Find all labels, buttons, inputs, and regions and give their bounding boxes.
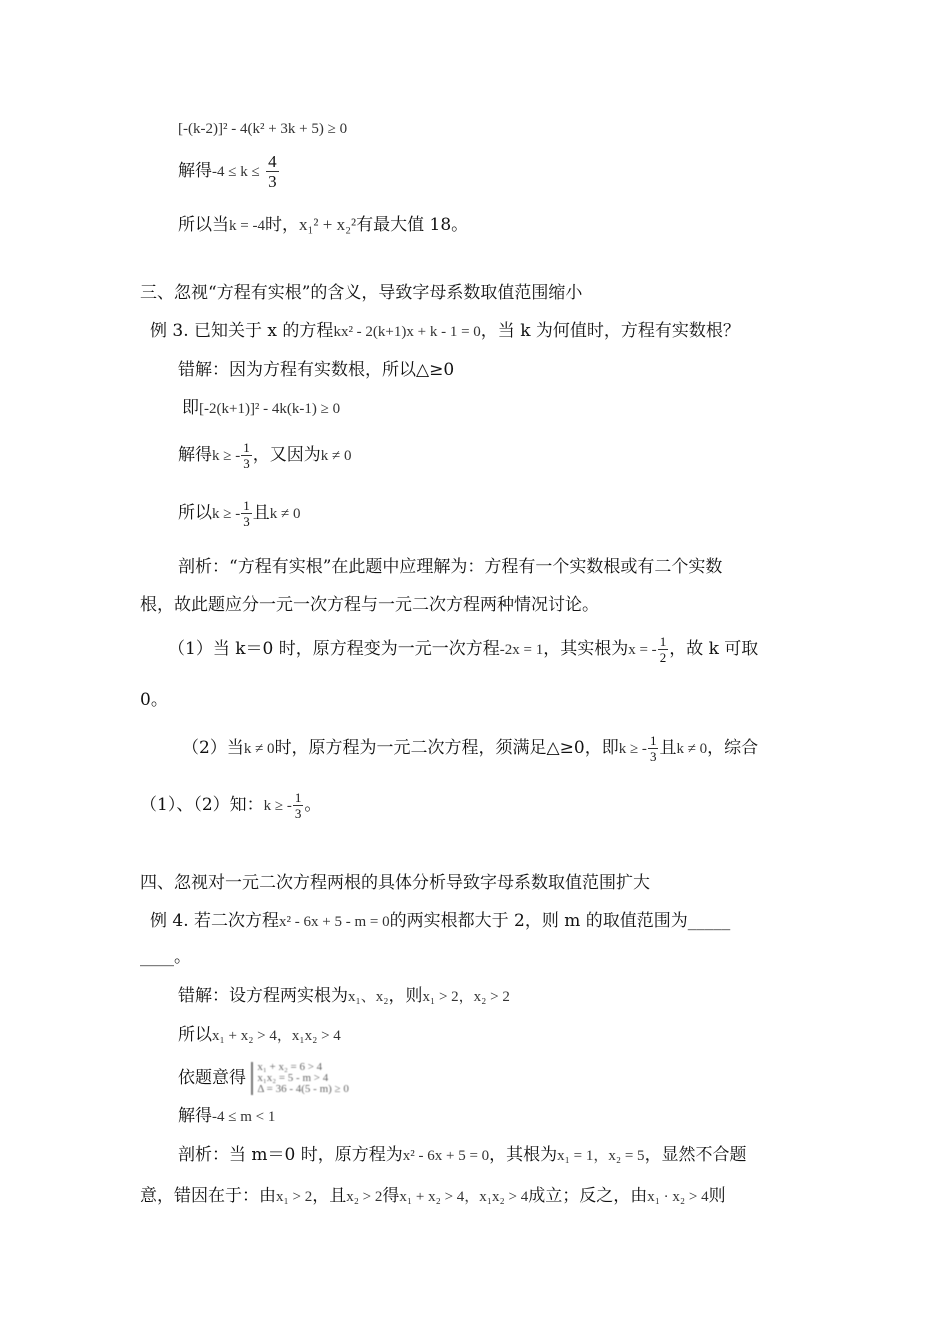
example-4-equation: x² - 6x + 5 - m = 0: [279, 914, 390, 930]
case-1-equation: -2x = 1: [499, 642, 544, 658]
analysis-4b-and: ，且: [312, 1186, 347, 1206]
case-2-text: 时，原方程为一元二次方程，须满足△≥0，即: [274, 738, 619, 758]
fraction-one-third: [293, 790, 304, 821]
k-not-zero: k ≠ 0: [676, 741, 708, 757]
fraction-denominator: 3: [243, 456, 250, 471]
fraction-denominator: 3: [243, 514, 250, 529]
analysis-4b-text: 意，错因在于：由: [140, 1186, 276, 1206]
fraction-one-third: [241, 498, 252, 529]
solution-a-prefix: 解得: [178, 445, 212, 465]
wrong-solution-4-line-4: [178, 1101, 275, 1126]
wrong-4-mid: ，则: [388, 986, 423, 1006]
fraction-numerator: 1: [243, 440, 250, 455]
conclusion-tail: 有最大值 18。: [356, 215, 469, 235]
fraction-numerator: 1: [294, 790, 302, 805]
conclusion-3-end: 。: [304, 795, 322, 815]
equation-system: [251, 1062, 348, 1095]
analysis-4-roots: x₁ = 1，x₂ = 5: [557, 1148, 645, 1164]
solution-line: [178, 152, 280, 191]
solution-b-prefix: 所以: [178, 503, 212, 523]
wrong-4-text: 错解：设方程两实根为: [178, 986, 348, 1006]
x1-greater-2: x₁ > 2: [276, 1189, 313, 1205]
sum-product-greater-4: x₁ + x₂ > 4，x₁x₂ > 4: [399, 1189, 529, 1205]
section-heading-3: 三、忽视“方程有实根”的含义，导致字母系数取值范围缩小: [140, 283, 583, 303]
solution-b: [178, 498, 300, 529]
wrong-solution-4-line-3: [178, 1062, 349, 1095]
x2-greater-2: x₂ > 2: [346, 1189, 383, 1205]
product-greater-4: x₁ · x₂ > 4: [647, 1189, 709, 1205]
solution-a-mid: ，又因为: [252, 445, 321, 465]
analysis-4b-then: 则: [708, 1186, 726, 1206]
roots-x1-x2: x₁、x₂: [348, 989, 389, 1005]
case-1-continuation: 0。: [140, 690, 168, 710]
wrong-4-system-prefix: 依题意得: [178, 1068, 246, 1088]
discriminant-expression: [-2(k+1)]² - 4k(k-1) ≥ 0: [199, 401, 341, 417]
fraction-one-half: [658, 634, 669, 665]
m-range: -4 ≤ m < 1: [212, 1109, 276, 1125]
fraction-four-thirds: [266, 152, 279, 191]
ji-prefix: 即: [182, 398, 199, 418]
fraction-numerator: 1: [659, 634, 667, 649]
sum-product-conditions: x₁ + x₂ > 4，x₁x₂ > 4: [212, 1028, 341, 1044]
conclusion-3-text: （1）、（2）知：: [140, 795, 264, 815]
example-4-intro: 例 4. 若二次方程: [150, 911, 280, 931]
fraction-denominator: 3: [294, 806, 302, 821]
system-row-3: Δ = 36 - 4(5 - m) ≥ 0: [257, 1083, 349, 1095]
k-not-zero: k ≠ 0: [243, 741, 275, 757]
case-2-mid: 且: [659, 738, 677, 758]
case-1-tail: ，故 k 可取: [669, 639, 759, 659]
case-2: [182, 733, 758, 764]
conclusion-line: [178, 210, 468, 235]
analysis-4b-converse: 成立；反之，由: [528, 1186, 648, 1206]
fraction-one-third: [648, 733, 659, 764]
solution-a: [178, 440, 351, 471]
analysis-4-line-2: [140, 1181, 726, 1206]
example-4-continuation: ____。: [140, 947, 191, 967]
analysis-3-line-2: 根，故此题应分一元一次方程与一元二次方程两种情况讨论。: [140, 595, 599, 615]
case-1-root: x = -: [628, 642, 657, 658]
fraction-denominator: 2: [659, 650, 667, 665]
wrong-4-prefix: 所以: [178, 1025, 212, 1045]
solution-prefix: 解得: [178, 161, 212, 181]
analysis-4-line-1: [178, 1140, 747, 1165]
discriminant-inequality: [-(k-2)]² - 4(k² + 3k + 5) ≥ 0: [178, 121, 348, 137]
wrong-solution-4-line-2: [178, 1020, 341, 1045]
conclusion-3: [140, 790, 321, 821]
solution-b-expr: k ≥ -: [212, 506, 241, 522]
example-3: [150, 316, 740, 341]
conclusion-prefix: 所以当: [178, 215, 229, 235]
example-3-question: ，当 k 为何值时，方程有实数根？: [480, 321, 740, 341]
analysis-3-line-1: 剖析：“方程有实根”在此题中应理解为：方程有一个实数根或有二个实数: [178, 557, 723, 577]
k-value: k = -4: [229, 218, 265, 234]
fraction-denominator: 3: [649, 749, 657, 764]
case-1: [168, 634, 758, 665]
case-2-tail: ，综合: [707, 738, 759, 758]
discriminant-line-3: [182, 393, 340, 418]
fraction-numerator: 4: [268, 152, 277, 171]
k-not-zero: k ≠ 0: [269, 506, 301, 522]
example-4-question: 的两实根都大于 2，则 m 的取值范围为_____: [389, 911, 731, 931]
wrong-solution-4-line-1: [178, 981, 510, 1006]
analysis-4-text: 剖析：当 m＝0 时，原方程为: [178, 1145, 403, 1165]
analysis-4-mid: ，其根为: [489, 1145, 558, 1165]
wrong-solution-3: 错解：因为方程有实数根，所以△≥0: [178, 360, 455, 380]
analysis-4b-get: 得: [382, 1186, 400, 1206]
section-heading-4: 四、忽视对一元二次方程两根的具体分析导致字母系数取值范围扩大: [140, 873, 650, 893]
case-2-expr: k ≥ -: [618, 741, 647, 757]
example-3-intro: 例 3. 已知关于 x 的方程: [150, 321, 334, 341]
solution-b-mid: 且: [252, 503, 270, 523]
solution-range: -4 ≤ k ≤: [212, 164, 260, 180]
case-2-prefix: （2）当: [182, 738, 244, 758]
fraction-numerator: 1: [649, 733, 657, 748]
roots-greater-than-2: x₁ > 2，x₂ > 2: [422, 989, 510, 1005]
solution-a-expr: k ≥ -: [212, 448, 241, 464]
system-row-2: x₁x₂ = 5 - m > 4: [257, 1072, 329, 1084]
conclusion-mid: 时，: [264, 215, 299, 235]
conclusion-3-expr: k ≥ -: [263, 798, 292, 814]
analysis-4-equation: x² - 6x + 5 = 0: [402, 1148, 490, 1164]
fraction-one-third: [241, 440, 252, 471]
example-3-equation: kx² - 2(k+1)x + k - 1 = 0: [333, 324, 481, 340]
example-4: [150, 906, 730, 931]
sum-of-squares: x₁² + x₂²: [298, 215, 357, 234]
fraction-numerator: 1: [243, 498, 250, 513]
case-1-text: （1）当 k＝0 时，原方程变为一元一次方程: [168, 639, 500, 659]
analysis-4-tail: ，显然不合题: [644, 1145, 747, 1165]
system-row-1: x₁ + x₂ = 6 > 4: [257, 1061, 323, 1073]
k-not-zero: k ≠ 0: [320, 448, 352, 464]
fraction-denominator: 3: [268, 172, 277, 191]
wrong-4-result-prefix: 解得: [178, 1106, 212, 1126]
case-1-mid: ，其实根为: [543, 639, 629, 659]
inequality-line: [178, 118, 347, 138]
